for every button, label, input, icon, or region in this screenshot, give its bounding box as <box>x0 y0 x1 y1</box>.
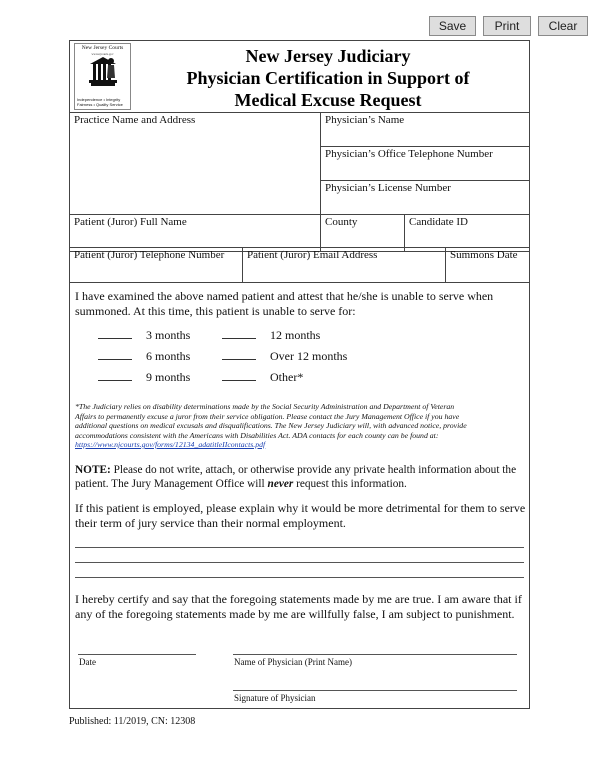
certification-form <box>69 40 530 709</box>
date-line[interactable] <box>78 654 196 655</box>
physician-license-field[interactable]: Physician’s License Number <box>320 181 529 252</box>
form-title: New Jersey Judiciary Physician Certification in Support of Medical Excuse Request <box>186 46 470 110</box>
option-blank <box>222 350 256 360</box>
save-button[interactable]: Save <box>429 16 476 36</box>
physician-signature-label: Signature of Physician <box>234 693 316 703</box>
option-blank <box>98 329 132 339</box>
published-info: Published: 11/2019, CN: 12308 <box>69 716 196 727</box>
physician-print-name-line[interactable] <box>233 654 517 655</box>
physician-name-field[interactable]: Physician’s Name <box>320 113 529 147</box>
option-6-months[interactable]: 6 months <box>98 349 190 363</box>
physician-phone-field[interactable]: Physician’s Office Telephone Number <box>320 147 529 181</box>
employment-question: If this patient is employed, please explain why it would be more detrimental for them to serve their term of jury service than their normal employment. <box>75 501 526 530</box>
option-blank <box>98 371 132 381</box>
print-button[interactable]: Print <box>483 16 531 36</box>
disclaimer-text: *The Judiciary relies on disability determinations made by the Social Security Administration and Department of Veteran Affairs to permanently excuse a juror from their service obligation. Please contact the Jury Management Office if you have additional questions on medical excusals and disqualifications. The New Jersey Judiciary will, with advanced notice, provide accommodations consistent with the Americans with Disabilities Act. ADA contacts for each county can be found at: https://www.njcourts.gov/forms/12134_adatitleIIcontacts.pdf <box>75 402 467 449</box>
form-header <box>70 41 529 113</box>
logo-motto: Independence • Integrity Fairness • Quality Service <box>77 97 123 107</box>
option-3-months[interactable]: 3 months <box>98 328 190 342</box>
physician-print-name-label: Name of Physician (Print Name) <box>234 657 352 667</box>
option-over-12-months[interactable]: Over 12 months <box>222 349 347 363</box>
candidate-id-field[interactable]: Candidate ID <box>404 214 529 252</box>
option-12-months[interactable]: 12 months <box>222 328 320 342</box>
attest-text: I have examined the above named patient and attest that he/she is unable to serve when summoned. At this time, this patient is unable to serve for: <box>75 289 494 318</box>
certification-statement: I hereby certify and say that the foregoing statements made by me are true. I am aware that if any of the foregoing statements made by me are willfully false, I am subject to punishment. <box>75 592 522 621</box>
explanation-line-2[interactable] <box>75 562 524 563</box>
justice-figure-icon <box>89 56 117 88</box>
date-label: Date <box>79 657 96 667</box>
logo-url: www.njcourts.gov <box>91 52 114 56</box>
option-blank <box>98 350 132 360</box>
court-logo <box>74 43 131 110</box>
ada-contacts-link[interactable]: https://www.njcourts.gov/forms/12134_adatitleIIcontacts.pdf <box>75 440 266 449</box>
explanation-line-1[interactable] <box>75 547 524 548</box>
explanation-line-3[interactable] <box>75 577 524 578</box>
physician-signature-line[interactable] <box>233 690 517 691</box>
note-text: NOTE: Please do not write, attach, or otherwise provide any private health information about the patient. The Jury Management Office will never request this information. <box>75 464 517 490</box>
summons-date-field[interactable]: Summons Date <box>445 247 529 283</box>
practice-name-field[interactable]: Practice Name and Address <box>70 113 320 252</box>
patient-name-field[interactable]: Patient (Juror) Full Name <box>70 214 320 252</box>
clear-button[interactable]: Clear <box>538 16 588 36</box>
patient-phone-field[interactable]: Patient (Juror) Telephone Number <box>70 247 242 283</box>
county-field[interactable]: County <box>320 214 404 252</box>
option-9-months[interactable]: 9 months <box>98 370 190 384</box>
patient-email-field[interactable]: Patient (Juror) Email Address <box>242 247 445 283</box>
option-blank <box>222 371 256 381</box>
logo-org: New Jersey Courts <box>81 45 124 51</box>
toolbar <box>429 16 588 36</box>
option-other[interactable]: Other* <box>222 370 303 384</box>
option-blank <box>222 329 256 339</box>
